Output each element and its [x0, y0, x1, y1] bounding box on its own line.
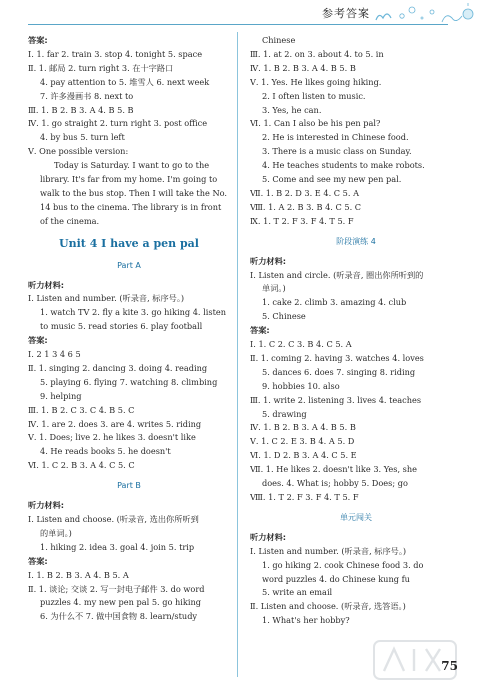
- listening-label: 听力材料:: [250, 255, 287, 266]
- question-line: 1. What's her hobby?: [262, 615, 350, 626]
- page-number: 75: [441, 659, 458, 673]
- answer-line: 4. He reads books 5. he doesn't: [40, 446, 171, 457]
- column-divider: [237, 32, 238, 677]
- answer-line: Ⅳ. 1. B 2. B 3. A 4. B 5. B: [250, 422, 356, 433]
- question-line: word puzzles 4. do Chinese kung fu: [262, 573, 410, 584]
- answer-line: 5. drawing: [262, 408, 307, 419]
- answer-line: Ⅵ. 1. C 2. B 3. A 4. C 5. C: [28, 460, 135, 471]
- question-line: 1. watch TV 2. fly a kite 3. go hiking 4. listen: [40, 307, 226, 318]
- answer-line: Ⅲ. 1. at 2. on 3. about 4. to 5. in: [250, 48, 384, 59]
- answer-line: Chinese: [262, 35, 296, 45]
- answer-line: Ⅲ. 1. B 2. C 3. C 4. B 5. C: [28, 404, 135, 415]
- answer-line: Ⅱ. 1. singing 2. dancing 3. doing 4. reading: [28, 362, 208, 373]
- answer-line: 5. dances 6. does 7. singing 8. riding: [262, 366, 416, 377]
- listening-label: 听力材料:: [250, 531, 287, 542]
- listening-label: 听力材料:: [28, 500, 65, 511]
- answer-line: Ⅷ. 1. T 2. F 3. F 4. T 5. F: [250, 492, 359, 502]
- question-line: 的单词。): [40, 527, 72, 538]
- right-column: [250, 34, 462, 628]
- unit-check-title: 单元闯关: [340, 512, 372, 522]
- answer-line: 6. 为什么不 7. 做中国食物 8. learn/study: [40, 611, 198, 622]
- answer-line: Ⅵ. 1. D 2. B 3. A 4. C 5. E: [250, 450, 357, 461]
- part-a-title: Part A: [117, 260, 141, 270]
- unit-title: Unit 4 I have a pen pal: [59, 236, 199, 250]
- question-line: 1. hiking 2. idea 3. goal 4. join 5. trip: [40, 541, 195, 552]
- answer-line: Ⅳ. 1. go straight 2. turn right 3. post office: [28, 118, 208, 129]
- answer-line: Ⅰ. 1. far 2. train 3. stop 4. tonight 5. space: [28, 48, 203, 59]
- answer-line: Ⅲ. 1. B 2. B 3. A 4. B 5. B: [28, 104, 134, 115]
- question-line: 1. go hiking 2. cook Chinese food 3. do: [262, 559, 424, 570]
- answer-line: 5. Come and see my new pen pal.: [262, 174, 402, 185]
- answer-line: Ⅳ. 1. are 2. does 3. are 4. writes 5. riding: [28, 418, 202, 429]
- answer-line: 4. pay attention to 5. 堆雪人 6. next week: [40, 76, 210, 87]
- answer-line: 9. hobbies 10. also: [262, 380, 340, 391]
- answer-line: Ⅴ. 1. Does; live 2. he likes 3. doesn't like: [28, 432, 196, 443]
- answer-line: Ⅵ. 1. Can I also be his pen pal?: [250, 118, 381, 129]
- question-line: 5. Chinese: [262, 311, 306, 322]
- answer-line: Ⅱ. 1. 邮局 2. turn right 3. 在十字路口: [28, 62, 174, 73]
- answer-line: 9. helping: [40, 390, 82, 401]
- question-line: 1. cake 2. climb 3. amazing 4. club: [262, 297, 407, 308]
- answer-line: 3. Yes, he can.: [262, 104, 322, 115]
- answer-line: Ⅴ. 1. Yes. He likes going hiking.: [250, 76, 382, 87]
- answer-line: Ⅱ. 1. coming 2. having 3. watches 4. loves: [250, 352, 424, 363]
- question-line: 5. write an email: [262, 587, 333, 598]
- answer-line: Ⅶ. 1. B 2. D 3. E 4. C 5. A: [250, 187, 359, 198]
- question-line: Ⅰ. Listen and number. (听录音, 标序号。): [250, 545, 407, 556]
- answer-line: Ⅴ. 1. C 2. E 3. B 4. A 5. D: [250, 436, 355, 447]
- answer-line: Ⅲ. 1. write 2. listening 3. lives 4. teaches: [250, 394, 422, 405]
- answers-label: 答案:: [28, 35, 48, 45]
- question-line: 单词。): [262, 283, 286, 294]
- answer-line: Ⅷ. 1. A 2. B 3. B 4. C 5. C: [250, 201, 362, 212]
- answer-line: 4. He teaches students to make robots.: [262, 160, 425, 171]
- question-line: Ⅰ. Listen and number. (听录音, 标序号。): [28, 293, 185, 304]
- left-column: [28, 34, 230, 624]
- answer-line: Ⅴ. One possible version:: [28, 146, 129, 157]
- answer-line: Ⅱ. 1. 谈论; 交谈 2. 写一封电子邮件 3. do word: [28, 583, 205, 594]
- part-b-title: Part B: [117, 481, 141, 491]
- answer-line: Ⅰ. 1. C 2. C 3. B 4. C 5. A: [250, 339, 352, 350]
- listening-label: 听力材料:: [28, 279, 65, 290]
- answer-line: Ⅸ. 1. T 2. F 3. F 4. T 5. F: [250, 215, 354, 226]
- answers-label: 答案:: [250, 325, 270, 336]
- question-line: to music 5. read stories 6. play football: [40, 321, 203, 332]
- answer-line: puzzles 4. my new pen pal 5. go hiking: [40, 597, 202, 608]
- answer-line: does. 4. What is; hobby 5. Does; go: [262, 478, 408, 489]
- answer-line: Ⅶ. 1. He likes 2. doesn't like 3. Yes, she: [250, 464, 417, 475]
- stage-practice-title: 阶段演练 4: [336, 236, 376, 246]
- answer-line: 7. 许多漫画书 8. next to: [40, 90, 134, 101]
- answers-label: 答案:: [28, 555, 48, 566]
- question-line: Ⅰ. Listen and choose. (听录音, 选出你所听到: [28, 514, 199, 524]
- question-line: Ⅰ. Listen and circle. (听录音, 圈出你所听到的: [250, 269, 424, 280]
- answer-line: 3. There is a music class on Sunday.: [262, 146, 412, 157]
- answers-label: 答案:: [28, 335, 48, 346]
- answer-line: 4. by bus 5. turn left: [40, 132, 125, 143]
- answer-line: Ⅳ. 1. B 2. B 3. A 4. B 5. B: [250, 62, 356, 73]
- answer-line: 2. I often listen to music.: [262, 90, 366, 101]
- answer-line: 2. He is interested in Chinese food.: [262, 132, 409, 143]
- answer-line: 5. playing 6. flying 7. watching 8. climbing: [40, 376, 218, 387]
- answer-line: Ⅰ. 1. B 2. B 3. A 4. B 5. A: [28, 569, 129, 580]
- header-title: 参考答案: [322, 7, 370, 20]
- composition-paragraph: Today is Saturday. I want to go to the library. It's far from my home. I'm going to walk to the bus stop. Then I will take the No. 14 bus to the cinema. The library is in front of the cinema.: [40, 160, 227, 226]
- answer-line: Ⅰ. 2 1 3 4 6 5: [28, 349, 81, 360]
- question-line: Ⅱ. Listen and choose. (听录音, 选答语。): [250, 601, 406, 612]
- header-rule: [28, 24, 448, 25]
